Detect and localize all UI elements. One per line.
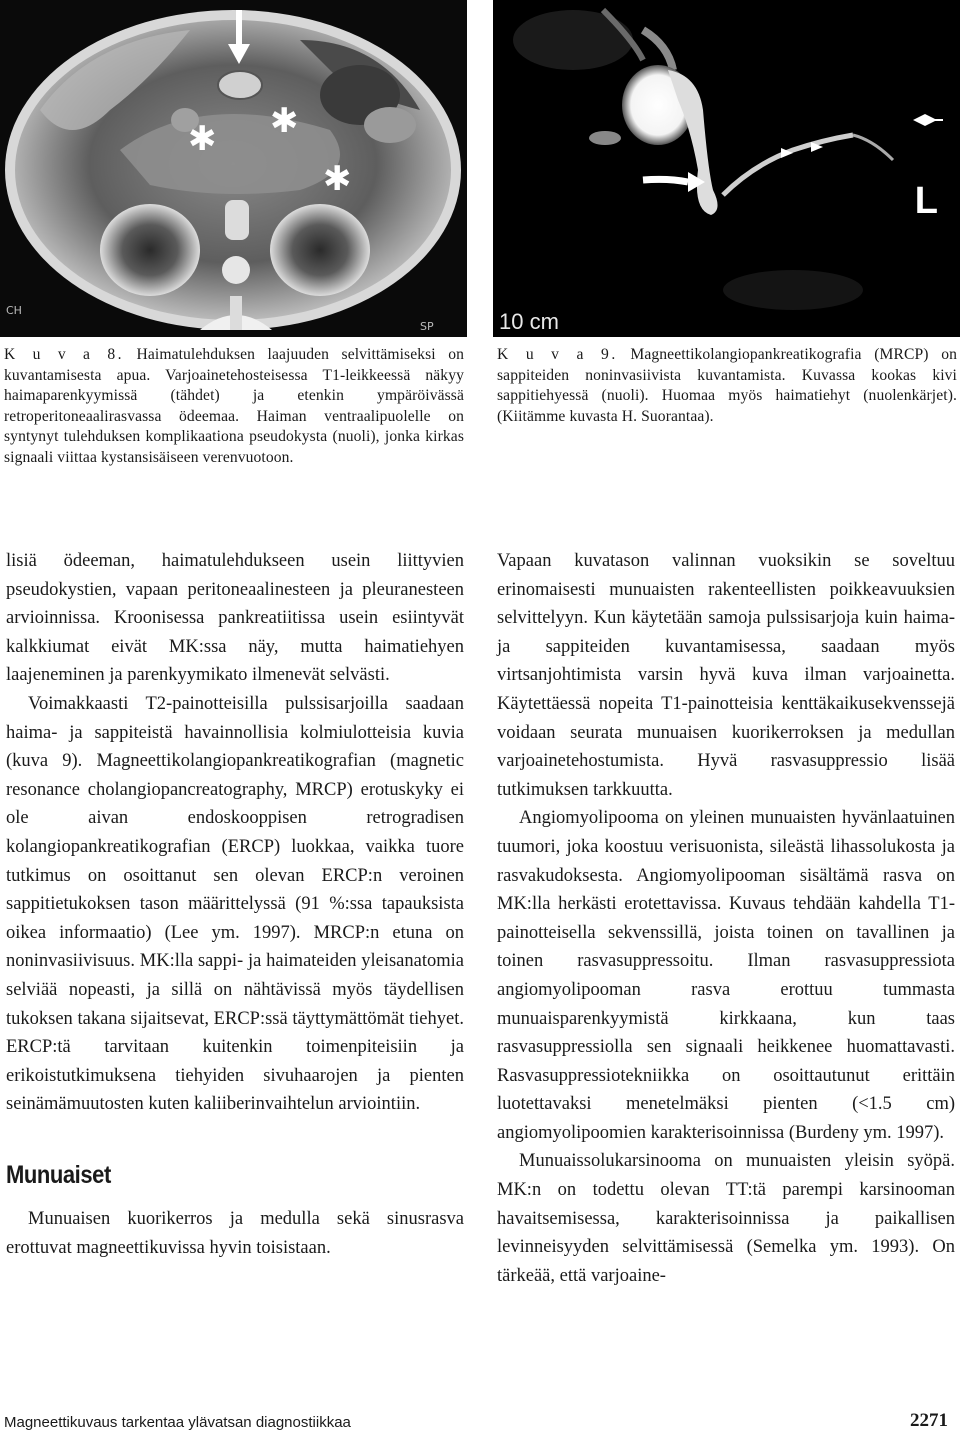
section-heading: Munuaiset [6,1160,111,1189]
figure-9-mrcp-image [493,0,960,337]
paragraph: Munuaissolukarsinooma on munuaisten yleisin syöpä. MK:n on todettu olevan TT:tä parempi karsinooman havaitsemisessa, karakterisoinnissa ja paikallisen levinneisyyden selvittämisessä (Semelka ym. 1993). On tärkeää, että varjoaine- [497,1151,955,1286]
star-marker-3: ✱ [323,159,352,199]
star-marker-2: ✱ [270,101,299,141]
right-column [497,547,955,1290]
figure-9-caption [497,345,957,427]
caption-text: Magneettikolangiopankreatikografia (MRCP) on sappiteiden noninvasiivista kuvantamista. Kuvassa kookas kivi sappitiehyessä (nuoli). Huomaa myös haimatiehyt (nuolenkärjet). (Kiitämme kuvasta H. Suorantaa). [497,346,957,425]
mri-axial-illustration [0,0,467,337]
corner-mark-left: CH [6,304,22,317]
paragraph: Voimakkaasti T2-painotteisilla pulssisarjoilla saadaan haima- ja sappiteistä havainnollisia kolmiulotteisia kuvia (kuva 9). Magneettikolangiopankreatikografian (magnetic resonance cholangiopancreatography, MRCP) erotuskyky ei ole aivan endoskooppisen retrogradisen kolangiopankreatikografian (ERCP) luokkaa, vaikka tuore tutkimus on osoittanut sen olevan ERCP:n veroinen sappitietukoksen tason määrittelyssä (91 %:ssa tapauksista oikea informaatio) (Lee ym. 1997). MRCP:n etuna on noninvasiivisuus. MK:lla sappi- ja haimateiden yleisanatomia selviää nopeasti, ja sillä on nähtävissä myös täydellisen tukoksen takana sijaitsevat, ERCP:ssä täyttymättömät tiehyet. ERCP:tä tarvitaan kuitenkin toimenpiteisiin ja erikoistutkimuksena tiehyiden sivuhaarojen ja pienten seinämämuutosten kuten kaliiberinvaihtelun arviointiin. [6,693,464,1115]
figure-8-caption [4,345,464,468]
figure-8-mri-image [0,0,467,337]
running-footer-title: Magneettikuvaus tarkentaa ylävatsan diagnostiikkaa [4,1414,351,1431]
paragraph: lisiä ödeeman, haimatulehdukseen usein liittyvien pseudokystien, vapaan peritoneaalinesteen ja pleuranesteen arvioinnissa. Kroonisessa pankreatiitissa usein esiintyvät kalkkiumat eivät MK:ssa näy, mutta haimatiehyen laajeneminen ja parenkyymikato ilmenevät selvästi. [6,551,464,686]
caption-label: K u v a 9. [497,346,618,363]
caption-text: Haimatulehduksen laajuuden selvittämiseksi on kuvantamisesta apua. Varjoainetehosteisessa T1-leikkeessä näkyy haimaparenkyymissä (tähdet) ja etenkin ympäröivässä retroperitoneaalirasvassa ödeemaa. Haiman ventraalipuolelle on syntynyt tulehduksen komplikaationa pseudokysta (nuoli), jonka kirkas signaali viittaa kystansisäiseen verenvuotoon. [4,346,465,466]
paragraph: Munuaisen kuorikerros ja medulla sekä sinusrasva erottuvat magneettikuvissa hyvin toisistaan. [6,1209,464,1259]
paragraph: Angiomyolipooma on yleinen munuaisten hyvänlaatuinen tuumori, joka koostuu verisuonista, sileästä lihassolukosta ja rasvakudoksesta. Angiomyolipooman sisältämä rasva on MK:lla herkästi erotettavissa. Kuvaus tehdään kahdella T1-painotteisella sekvenssillä, joista toinen on tavallinen ja toinen rasvasuppressoitu. Ilman rasvasuppressiota angiomyolipooman rasva erottuu tummasta munuaisparenkyymistä kirkkaana, kun taas rasvasuppressiolla sen signaali heikkenee huomattavasti. Rasvasuppressiotekniikka on osoittautunut erittäin luotettavaksi menetelmäksi pienten (<1.5 cm) angiomyolipoomien karakterisoinnissa (Burdeny ym. 1997). [497,808,955,1143]
caption-label: K u v a 8. [4,346,125,363]
mrcp-illustration [493,0,960,337]
paragraph: Vapaan kuvatason valinnan vuoksikin se soveltuu erinomaisesti munuaisten rakenteellisten poikkeavuuksien selvittelyyn. Kun käytetään samoja pulssisarjoja kuin haima- ja sappiteiden kuvantamisessa, saadaan myös virtsanjohtimista varsin hyvä kuva ilman varjoainetta. Käytettäessä nopeita T1-painotteisia kenttäkaikusekvenssejä voidaan seurata munuaisen kuorikerroksen ja medullan varjoainetehostumista. Hyvä rasvasuppressio lisää tutkimuksen tarkkuutta. [497,551,955,800]
side-label: L [914,180,938,222]
corner-mark-right: SP [420,320,434,333]
page-number: 2271 [910,1410,948,1431]
scale-label: 10 cm [499,309,559,334]
left-column [6,547,464,1263]
star-marker-1: ✱ [188,119,217,159]
